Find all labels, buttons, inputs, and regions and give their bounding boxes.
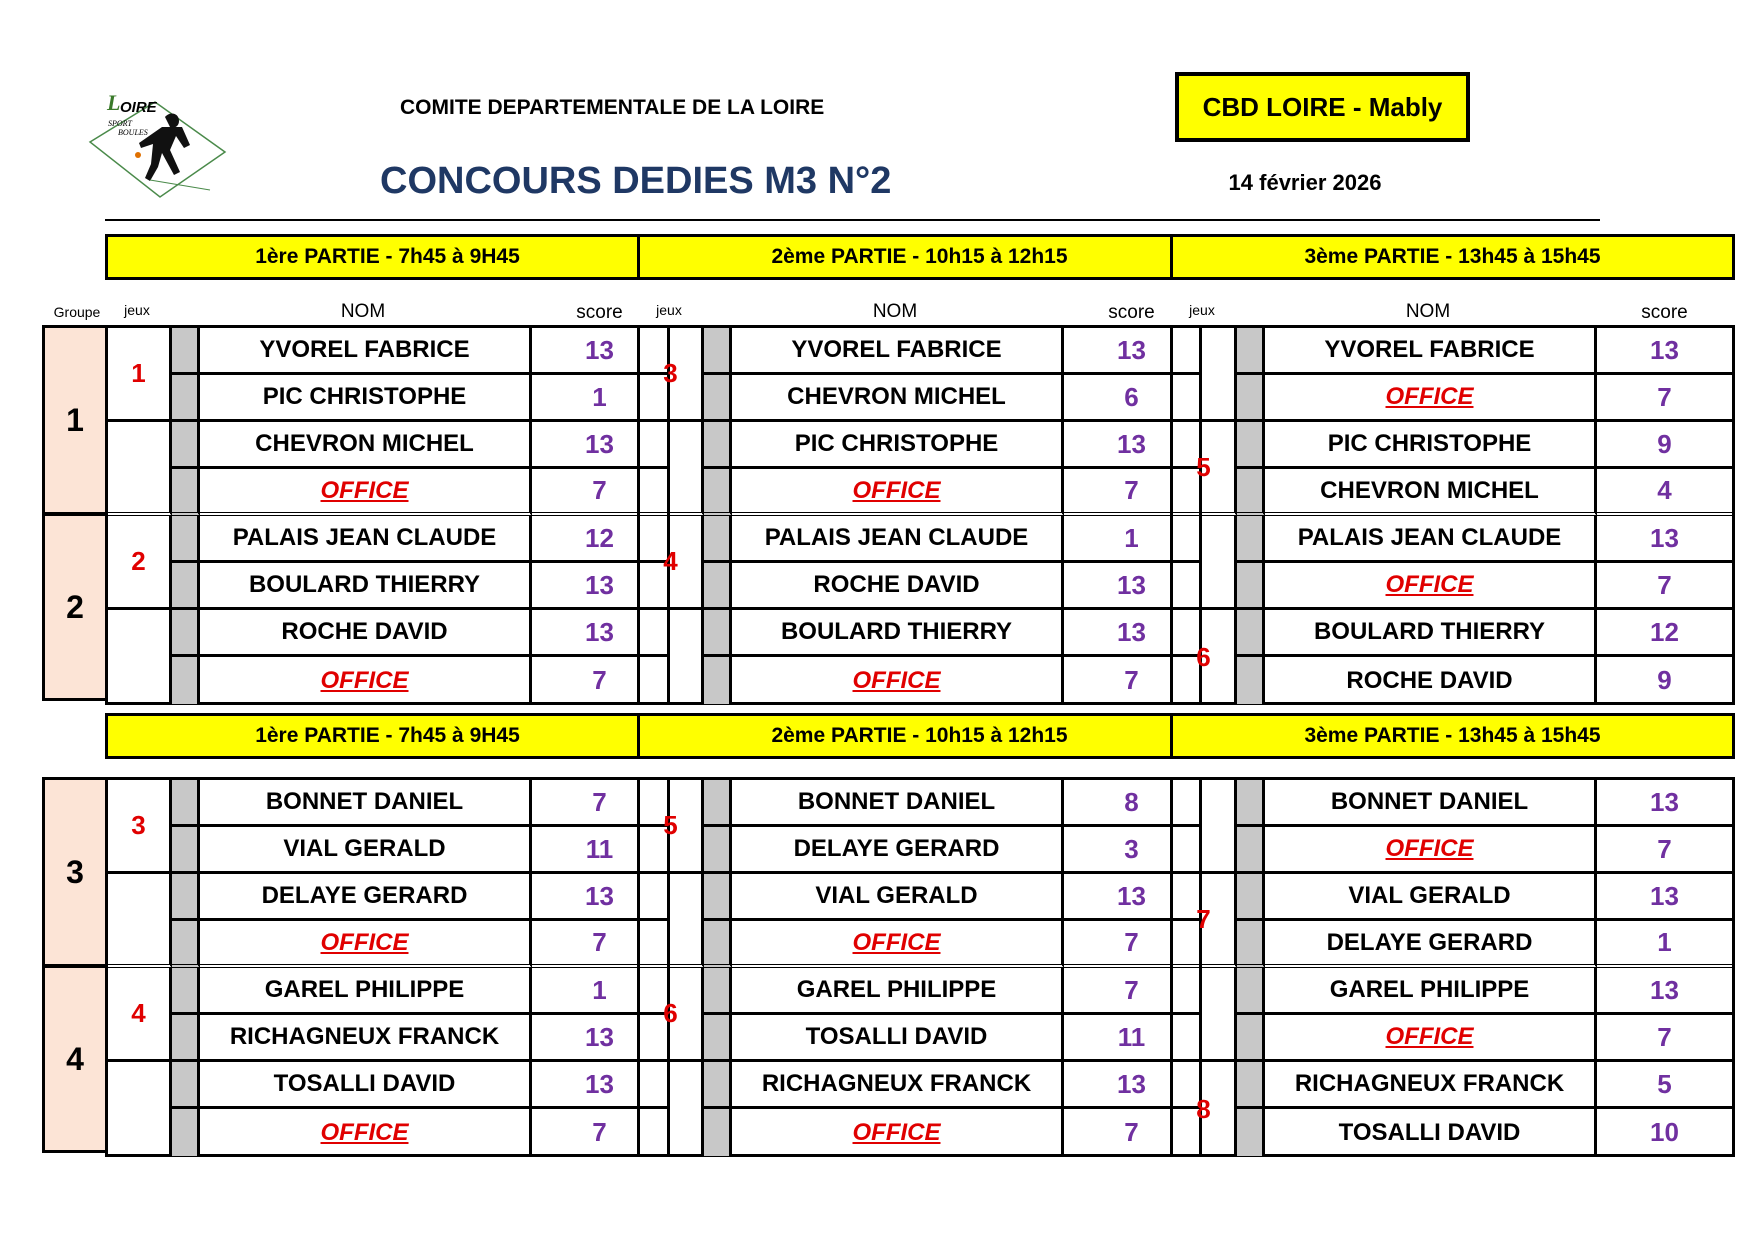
jeu-number: 1 xyxy=(108,328,172,422)
player-name: BONNET DANIEL xyxy=(200,780,532,827)
player-name: BOULARD THIERRY xyxy=(1265,610,1597,657)
jeu-number: 7 xyxy=(1173,874,1237,968)
score-value: 13 xyxy=(1064,422,1199,469)
score-value: 12 xyxy=(1597,610,1732,657)
match-panel xyxy=(105,325,670,705)
partie-header: 1ère PARTIE - 7h45 à 9H45 xyxy=(105,713,670,759)
gray-marker xyxy=(1237,516,1265,563)
header-nom: NOM xyxy=(340,301,386,322)
player-name: VIAL GERALD xyxy=(732,874,1064,921)
club-box: CBD LOIRE - Mably xyxy=(1175,72,1470,142)
event-date: 14 février 2026 xyxy=(1228,170,1382,195)
gray-marker xyxy=(1237,968,1265,1015)
player-name: GAREL PHILIPPE xyxy=(1265,968,1597,1015)
office-name: OFFICE xyxy=(200,921,532,968)
jeu-number xyxy=(640,1062,704,1156)
score-value: 13 xyxy=(1597,328,1732,375)
score-value: 13 xyxy=(1597,968,1732,1015)
score-value: 1 xyxy=(1597,921,1732,968)
gray-marker xyxy=(704,375,732,422)
score-value: 9 xyxy=(1657,665,1672,695)
svg-text:L: L xyxy=(107,90,121,115)
jeu-number: 3 xyxy=(108,780,172,874)
score-value: 13 xyxy=(1597,516,1732,563)
header-nom: NOM xyxy=(1405,301,1451,322)
player-name: VIAL GERALD xyxy=(1265,874,1597,921)
jeu-number: 4 xyxy=(640,516,704,610)
score-value: 1 xyxy=(532,375,667,422)
gray-marker xyxy=(1237,375,1265,422)
jeu-number xyxy=(1173,328,1237,422)
score-value: 7 xyxy=(1597,563,1732,610)
score-value: 7 xyxy=(592,1117,607,1147)
svg-text:BOULES: BOULES xyxy=(118,128,148,137)
score-value: 1 xyxy=(1064,516,1199,563)
player-name: VIAL GERALD xyxy=(200,827,532,874)
gray-marker xyxy=(704,422,732,469)
score-value: 1 xyxy=(532,968,667,1015)
match-panel xyxy=(637,777,1202,1157)
jeu-number xyxy=(108,1062,172,1156)
score-value: 10 xyxy=(1650,1117,1679,1147)
office-name: OFFICE xyxy=(200,657,532,704)
score-value: 13 xyxy=(532,422,667,469)
gray-marker xyxy=(704,1015,732,1062)
score-value: 7 xyxy=(592,665,607,695)
player-name: ROCHE DAVID xyxy=(732,563,1064,610)
office-name: OFFICE xyxy=(1265,1015,1597,1062)
score-value: 8 xyxy=(1064,780,1199,827)
group-number: 4 xyxy=(42,965,108,1153)
player-name: GAREL PHILIPPE xyxy=(200,968,532,1015)
gray-marker xyxy=(172,921,200,968)
score-value: 7 xyxy=(1064,968,1199,1015)
player-name: TOSALLI DAVID xyxy=(732,1015,1064,1062)
header-score: score xyxy=(1641,302,1688,323)
gray-marker xyxy=(172,516,200,563)
score-value: 5 xyxy=(1597,1062,1732,1109)
gray-marker xyxy=(1237,328,1265,375)
player-name: RICHAGNEUX FRANCK xyxy=(732,1062,1064,1109)
header-jeux: jeux xyxy=(656,302,682,318)
score-value: 13 xyxy=(532,1062,667,1109)
jeu-number: 8 xyxy=(1173,1062,1237,1156)
player-name: BONNET DANIEL xyxy=(1265,780,1597,827)
header-jeux: jeux xyxy=(124,302,150,318)
loire-sport-boules-logo xyxy=(80,82,230,202)
match-panel xyxy=(1170,777,1735,1157)
gray-marker xyxy=(704,968,732,1015)
gray-marker xyxy=(704,563,732,610)
score-value: 9 xyxy=(1597,422,1732,469)
score-value: 12 xyxy=(532,516,667,563)
committee-name: COMITE DEPARTEMENTALE DE LA LOIRE xyxy=(400,96,825,119)
player-name: DELAYE GERARD xyxy=(732,827,1064,874)
player-name: BOULARD THIERRY xyxy=(200,563,532,610)
header-score: score xyxy=(1108,302,1155,323)
player-name: PALAIS JEAN CLAUDE xyxy=(732,516,1064,563)
gray-marker xyxy=(704,780,732,827)
jeu-number: 4 xyxy=(108,968,172,1062)
player-name: YVOREL FABRICE xyxy=(732,328,1064,375)
player-name: RICHAGNEUX FRANCK xyxy=(1265,1062,1597,1109)
player-name: BOULARD THIERRY xyxy=(732,610,1064,657)
score-value: 7 xyxy=(1597,827,1732,874)
player-name: PALAIS JEAN CLAUDE xyxy=(1265,516,1597,563)
player-name: DELAYE GERARD xyxy=(1265,921,1597,968)
player-name: DELAYE GERARD xyxy=(200,874,532,921)
jeu-number: 5 xyxy=(640,780,704,874)
svg-text:SPORT: SPORT xyxy=(108,119,132,128)
gray-marker xyxy=(172,469,200,516)
score-value: 6 xyxy=(1064,375,1199,422)
score-value: 13 xyxy=(532,610,667,657)
gray-marker xyxy=(1237,422,1265,469)
jeu-number xyxy=(1173,968,1237,1062)
score-value: 7 xyxy=(1064,921,1199,968)
office-name: OFFICE xyxy=(200,469,532,516)
office-name: OFFICE xyxy=(1265,563,1597,610)
jeu-number xyxy=(108,874,172,968)
partie-header: 3ème PARTIE - 13h45 à 15h45 xyxy=(1170,713,1735,759)
jeu-number: 3 xyxy=(640,328,704,422)
partie-header: 2ème PARTIE - 10h15 à 12h15 xyxy=(637,234,1202,280)
gray-marker xyxy=(172,328,200,375)
office-name: OFFICE xyxy=(732,657,1064,704)
score-value: 13 xyxy=(1064,328,1199,375)
gray-marker xyxy=(704,1062,732,1109)
player-name: ROCHE DAVID xyxy=(200,610,532,657)
jeu-number: 5 xyxy=(1173,422,1237,516)
match-panel xyxy=(1170,325,1735,705)
score-value: 13 xyxy=(532,1015,667,1062)
gray-marker xyxy=(172,780,200,827)
score-value: 7 xyxy=(1597,1015,1732,1062)
player-name: PIC CHRISTOPHE xyxy=(200,375,532,422)
group-number: 3 xyxy=(42,777,108,967)
gray-marker xyxy=(1237,1109,1265,1156)
gray-marker xyxy=(1237,657,1265,704)
header-nom: NOM xyxy=(872,301,918,322)
group-number: 2 xyxy=(42,513,108,701)
gray-marker xyxy=(172,375,200,422)
partie-header: 2ème PARTIE - 10h15 à 12h15 xyxy=(637,713,1202,759)
score-value: 7 xyxy=(1124,1117,1139,1147)
score-value: 3 xyxy=(1064,827,1199,874)
player-name: CHEVRON MICHEL xyxy=(732,375,1064,422)
score-value: 13 xyxy=(532,563,667,610)
gray-marker xyxy=(1237,1062,1265,1109)
office-name: OFFICE xyxy=(1265,375,1597,422)
gray-marker xyxy=(704,1109,732,1156)
gray-marker xyxy=(1237,469,1265,516)
gray-marker xyxy=(172,1062,200,1109)
score-value: 13 xyxy=(1597,874,1732,921)
jeu-number: 6 xyxy=(640,968,704,1062)
player-name: YVOREL FABRICE xyxy=(1265,328,1597,375)
gray-marker xyxy=(1237,827,1265,874)
page-title: CONCOURS DEDIES M3 N°2 xyxy=(380,160,892,202)
gray-marker xyxy=(704,328,732,375)
score-value: 7 xyxy=(532,780,667,827)
jeu-number xyxy=(108,610,172,704)
gray-marker xyxy=(1237,1015,1265,1062)
gray-marker xyxy=(1237,921,1265,968)
partie-header: 1ère PARTIE - 7h45 à 9H45 xyxy=(105,234,670,280)
office-name: OFFICE xyxy=(732,1109,1064,1156)
gray-marker xyxy=(172,1015,200,1062)
score-value: 4 xyxy=(1597,469,1732,516)
score-value: 7 xyxy=(532,469,667,516)
gray-marker xyxy=(172,874,200,921)
svg-text:OIRE: OIRE xyxy=(120,99,157,116)
gray-marker xyxy=(704,516,732,563)
header-groupe: Groupe xyxy=(53,304,101,320)
match-panel xyxy=(105,777,670,1157)
header-score: score xyxy=(576,302,623,323)
office-name: OFFICE xyxy=(732,921,1064,968)
score-value: 7 xyxy=(1597,375,1732,422)
gray-marker xyxy=(1237,610,1265,657)
jeu-number xyxy=(640,610,704,704)
gray-marker xyxy=(704,874,732,921)
score-value: 13 xyxy=(1064,1062,1199,1109)
gray-marker xyxy=(1237,874,1265,921)
player-name: CHEVRON MICHEL xyxy=(1265,469,1597,516)
score-value: 11 xyxy=(532,827,667,874)
player-name: PIC CHRISTOPHE xyxy=(732,422,1064,469)
partie-header: 3ème PARTIE - 13h45 à 15h45 xyxy=(1170,234,1735,280)
match-panel xyxy=(637,325,1202,705)
gray-marker xyxy=(704,921,732,968)
player-name: YVOREL FABRICE xyxy=(200,328,532,375)
gray-marker xyxy=(172,827,200,874)
score-value: 11 xyxy=(1064,1015,1199,1062)
gray-marker xyxy=(1237,780,1265,827)
player-name: CHEVRON MICHEL xyxy=(200,422,532,469)
gray-marker xyxy=(172,968,200,1015)
score-value: 13 xyxy=(1064,874,1199,921)
gray-marker xyxy=(172,657,200,704)
jeu-number xyxy=(108,422,172,516)
jeu-number: 6 xyxy=(1173,610,1237,704)
group-number: 1 xyxy=(42,325,108,515)
gray-marker xyxy=(172,1109,200,1156)
jeu-number xyxy=(640,874,704,968)
score-value: 7 xyxy=(1124,665,1139,695)
score-value: 13 xyxy=(1597,780,1732,827)
score-value: 7 xyxy=(1064,469,1199,516)
gray-marker xyxy=(172,422,200,469)
gray-marker xyxy=(172,610,200,657)
office-name: OFFICE xyxy=(1265,827,1597,874)
header-divider xyxy=(105,219,1600,221)
player-name: TOSALLI DAVID xyxy=(1265,1109,1597,1156)
jeu-number: 2 xyxy=(108,516,172,610)
header-jeux: jeux xyxy=(1189,302,1215,318)
player-name: BONNET DANIEL xyxy=(732,780,1064,827)
gray-marker xyxy=(704,657,732,704)
player-name: RICHAGNEUX FRANCK xyxy=(200,1015,532,1062)
player-name: PALAIS JEAN CLAUDE xyxy=(200,516,532,563)
player-name: TOSALLI DAVID xyxy=(200,1062,532,1109)
gray-marker xyxy=(704,469,732,516)
gray-marker xyxy=(172,563,200,610)
player-name: GAREL PHILIPPE xyxy=(732,968,1064,1015)
gray-marker xyxy=(704,610,732,657)
jeu-number xyxy=(1173,780,1237,874)
jeu-number xyxy=(640,422,704,516)
player-name: ROCHE DAVID xyxy=(1265,657,1597,704)
jeu-number xyxy=(1173,516,1237,610)
score-value: 13 xyxy=(532,874,667,921)
office-name: OFFICE xyxy=(732,469,1064,516)
office-name: OFFICE xyxy=(200,1109,532,1156)
score-value: 13 xyxy=(1064,563,1199,610)
score-value: 13 xyxy=(532,328,667,375)
gray-marker xyxy=(704,827,732,874)
score-value: 13 xyxy=(1064,610,1199,657)
player-name: PIC CHRISTOPHE xyxy=(1265,422,1597,469)
gray-marker xyxy=(1237,563,1265,610)
score-value: 7 xyxy=(532,921,667,968)
